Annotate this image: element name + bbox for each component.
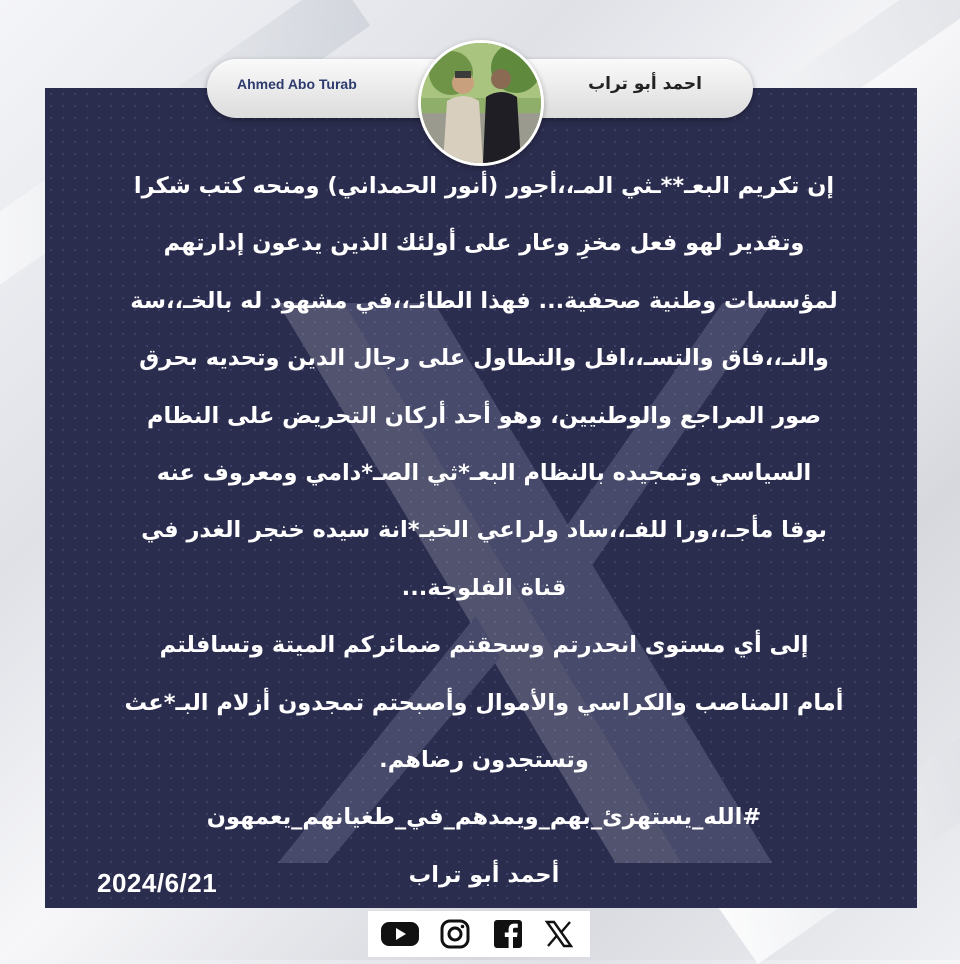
post-hashtag: #الله_يستهزئ_بهم_ويمدهم_في_طغيانهم_يعمهون [206,804,762,831]
post-line: وتقدير لهو فعل مخزِ وعار على أولئك الذين يدعون إدارتهم [163,230,805,257]
post-line: السياسي وتمجيده بالنظام البعـ*ثي الصـ*دامي ومعروف عنه [156,460,812,487]
social-bar [368,911,590,957]
post-signature: أحمد أبو تراب [408,861,560,888]
post-line: بوقا مأجـ،،ورا للفـ،،ساد ولراعي الخيـ*انة سيده خنجر الغدر في [141,517,827,544]
post-line: وتستجدون رضاهم. [379,747,589,774]
author-name-arabic: احمد أبو تراب [588,74,702,94]
post-line: صور المراجع والوطنيين، وهو أحد أركان التحريض على النظام [146,402,822,429]
post-line: أمام المناصب والكراسي والأموال وأصبحتم تمجدون أزلام البـ*عث [124,689,844,716]
author-name-english: Ahmed Abo Turab [237,76,357,92]
post-line: والنـ،،فاق والتسـ،،افل والتطاول على رجال الدين وتحديه بحرق [139,345,829,372]
avatar-photo-icon [421,43,541,163]
x-icon[interactable] [544,919,574,949]
post-text [70,158,898,904]
post-date: 2024/6/21 [97,868,218,898]
youtube-icon[interactable] [380,919,420,949]
instagram-icon[interactable] [440,919,470,949]
post-line: إن تكريم البعـ**ـثي المـ،،أجور (أنور الحمداني) ومنحه كتب شكرا [133,173,835,199]
post-line: إلى أي مستوى انحدرتم وسحقتم ضمائركم الميتة وتسافلتم [159,632,809,659]
post-line: قناة الفلوجة... [401,574,567,601]
avatar [418,40,544,166]
facebook-icon[interactable] [493,919,523,949]
post-line: لمؤسسات وطنية صحفية... فهذا الطائـ،،في مشهود له بالخـ،،سة [130,287,838,314]
